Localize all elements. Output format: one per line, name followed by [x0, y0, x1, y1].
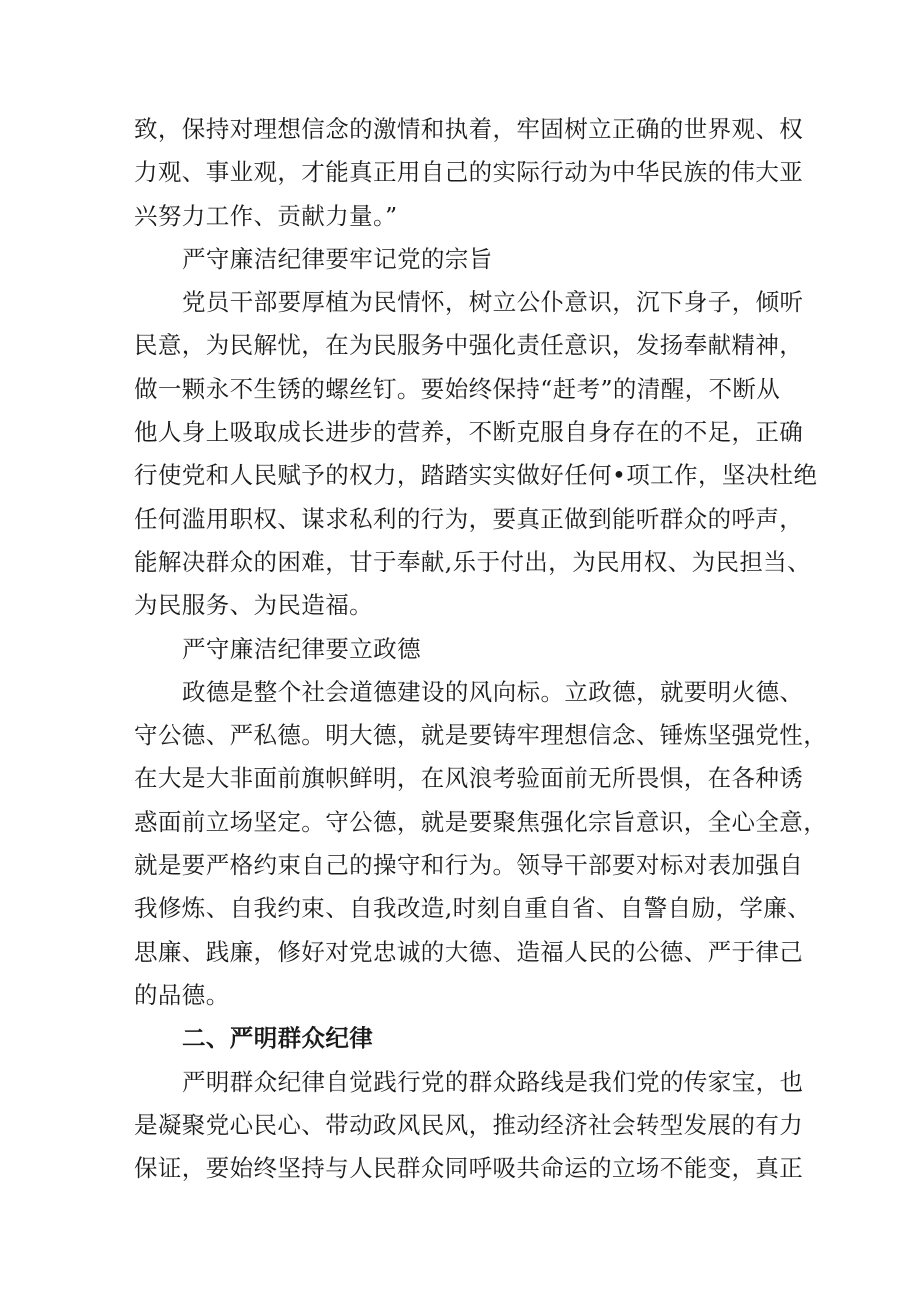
- document-body: [134, 108, 828, 1190]
- text-line: 严守廉洁纪律要牢记党的宗旨: [182, 244, 493, 273]
- text-line: 是凝聚党心民心、带动政风民风，推动经济社会转型发展的有力: [134, 1110, 804, 1139]
- text-line: 政德是整个社会道德建设的风向标。立政德，就要明火德、: [182, 677, 804, 706]
- text-line: 在大是大非面前旗帜鲜明，在风浪考验面前无所畏惧，在各种诱: [134, 764, 804, 793]
- text-line: 他人身上吸取成长进步的营养，不断克服自身存在的不足，正确: [134, 418, 804, 447]
- text-line: 思廉、践廉，修好对党忠诚的大德、造福人民的公德、严于律己: [134, 937, 804, 966]
- section-heading: 二、严明群众纪律: [182, 1024, 374, 1053]
- text-line: 惑面前立场坚定。守公德，就是要聚焦强化宗旨意识，全心全意，: [134, 807, 828, 836]
- text-line: 保证，要始终坚持与人民群众同呼吸共命运的立场不能变，真正: [134, 1154, 804, 1183]
- text-line: 力观、事业观，才能真正用自己的实际行动为中华民族的伟大亚: [134, 158, 804, 187]
- text-line: 兴努力工作、贡献力量。”: [134, 201, 398, 230]
- text-line: 严守廉洁纪律要立政德: [182, 634, 421, 663]
- text-line: 党员干部要厚植为民情怀，树立公仆意识，沉下身子，倾听: [182, 288, 804, 317]
- text-line: 的品德。: [134, 980, 230, 1009]
- text-line: 民意，为民解忧，在为民服务中强化责任意识，发扬奉献精神，: [134, 331, 804, 360]
- text-line: 能解决群众的困难，甘于奉献,乐于付出，为民用权、为民担当、: [134, 547, 812, 576]
- text-line: 严明群众纪律自觉践行党的群众路线是我们党的传家宝，也: [182, 1067, 804, 1096]
- text-line: 致，保持对理想信念的激情和执着，牢固树立正确的世界观、权: [134, 115, 804, 143]
- text-line: 任何滥用职权、谋求私利的行为，要真正做到能听群众的呼声，: [134, 504, 804, 533]
- text-line: 为民服务、为民造福。: [134, 591, 373, 620]
- text-line: 做一颗永不生锈的螺丝钉。要始终保持“赶考”的清醒，不断从: [134, 374, 781, 403]
- text-line: 行使党和人民赋予的权力，踏踏实实做好任何•项工作，坚决杜绝: [134, 461, 818, 490]
- text-line: 守公德、严私德。明大德，就是要铸牢理想信念、锤炼坚强党性，: [134, 721, 828, 750]
- text-line: 我修炼、自我约束、自我改造,时刻自重自省、自警自励，学廉、: [134, 894, 812, 923]
- text-line: 就是要严格约束自己的操守和行为。领导干部要对标对表加强自: [134, 851, 804, 880]
